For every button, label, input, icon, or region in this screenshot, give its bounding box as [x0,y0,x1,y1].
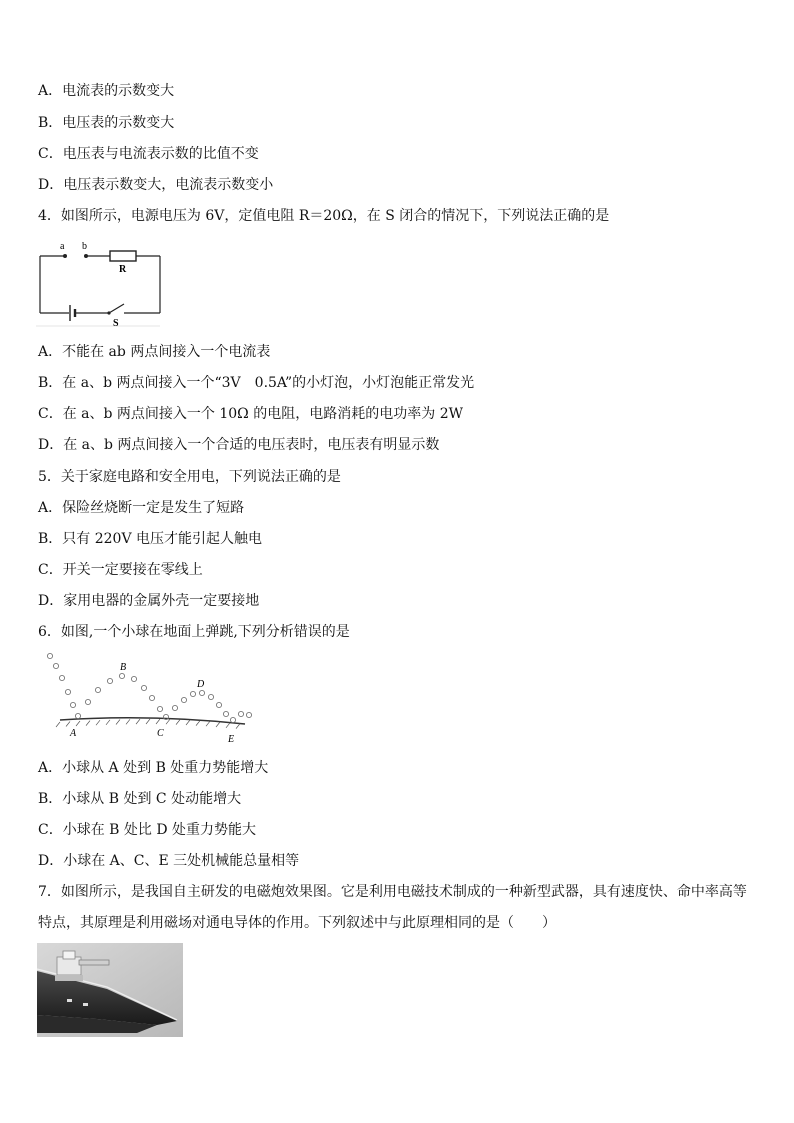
q3-option-c: C．电压表与电流表示数的比值不变 [38,146,259,162]
q4-circuit-diagram [36,238,164,328]
q6-option-a: A．小球从 A 处到 B 处重力势能增大 [38,760,269,776]
q4-option-d: D．在 a、b 两点间接入一个合适的电压表时，电压表有明显示数 [38,437,440,453]
q4-stem: 4．如图所示，电源电压为 6V，定值电阻 R＝20Ω，在 S 闭合的情况下，下列说法正确的是 [38,208,610,224]
q3-option-b: B．电压表的示数变大 [38,115,175,131]
q4-option-c: C．在 a、b 两点间接入一个 10Ω 的电阻，电路消耗的电功率为 2W [38,406,463,422]
label-point-c: C [157,728,164,739]
q6-option-c: C．小球在 B 处比 D 处重力势能大 [38,822,257,838]
q5-option-a: A．保险丝烧断一定是发生了短路 [38,500,245,516]
label-point-b: B [120,662,127,673]
q5-stem: 5．关于家庭电路和安全用电，下列说法正确的是 [38,469,341,485]
gun-barrel [79,960,109,965]
label-s: S [113,318,119,328]
label-point-e: E [228,734,235,745]
switch-s [109,304,124,313]
q6-option-d: D．小球在 A、C、E 三处机械能总量相等 [38,853,300,869]
label-point-a: A [70,728,77,739]
label-b: b [82,241,87,252]
q6-option-b: B．小球从 B 处到 C 处动能增大 [38,791,242,807]
q4-option-a: A．不能在 ab 两点间接入一个电流表 [38,344,271,360]
ball-trajectory [47,653,251,722]
q4-option-b: B．在 a、b 两点间接入一个“3V 0.5A”的小灯泡，小灯泡能正常发光 [38,375,475,391]
q3-option-d: D．电压表示数变大，电流表示数变小 [38,177,274,193]
q7-stem: 7．如图所示，是我国自主研发的电磁炮效果图。它是利用电磁技术制成的一种新型武器，具有速度快、命中率高等特点，其原理是利用磁场对通电导体的作用。下列叙述中与此原理相同的是（ ） [38,884,747,931]
q5-option-c: C．开关一定要接在零线上 [38,562,203,578]
q5-option-d: D．家用电器的金属外壳一定要接地 [38,593,260,609]
turret-body [57,957,81,975]
q6-bouncing-ball-figure [40,652,270,746]
q3-option-a: A．电流表的示数变大 [38,83,175,99]
terminal-a [63,254,67,258]
label-point-d: D [197,679,205,690]
resistor-r [110,251,136,261]
label-a: a [60,241,65,252]
q6-stem: 6．如图,一个小球在地面上弹跳,下列分析错误的是 [38,624,350,640]
label-r: R [119,264,127,275]
q7-railgun-image [37,943,183,1037]
q5-option-b: B．只有 220V 电压才能引起人触电 [38,531,263,547]
